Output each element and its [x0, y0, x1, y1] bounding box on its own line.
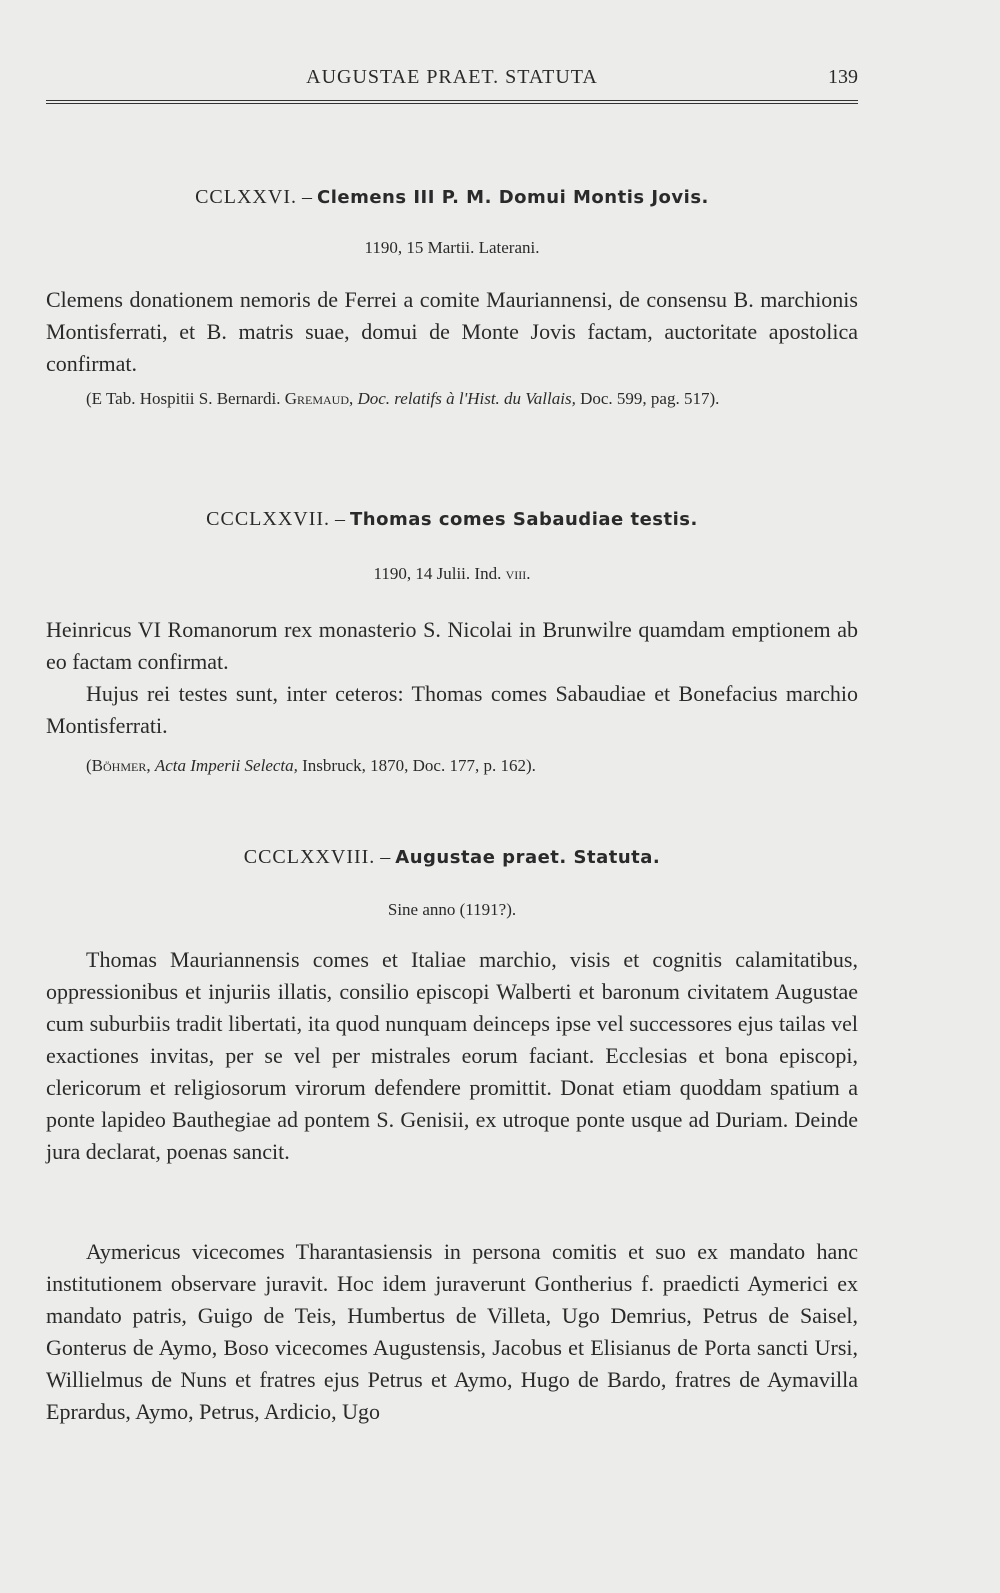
- doc-heading: [46, 846, 858, 869]
- source-prefix: (: [86, 756, 92, 775]
- doc-paragraph: Thomas Mauriannensis comes et Italiae marchio, visis et cognitis calamitatibus, oppressionibus et injuriis illatis, consilio episcopi Walberti et baronum civitatem Augustae cum suburbiis tradit libertati, ita quod nunquam deinceps ipse vel successores ejus tailas vel exactiones invitas, per se vel per mistrales eorum faciant. Ecclesias et bona episcopi, clericorum et religiosorum virorum defendere promittit. Donat etiam quoddam spatium a ponte lapideo Bauthegiae ad pontem S. Genisii, ex utroque ponte usque ad Duriam. Deinde jura declarat, poenas sancit.: [46, 947, 858, 1164]
- doc-date: Sine anno (1191?).: [387, 900, 517, 919]
- source-mid: ,: [146, 756, 155, 775]
- doc-heading: [46, 508, 858, 531]
- source-work: Acta Imperii Selecta,: [154, 756, 298, 775]
- doc-number: CCCLXXVII.: [206, 508, 331, 530]
- doc-date: [46, 564, 858, 584]
- page-number: 139: [828, 66, 858, 88]
- running-title: AUGUSTAE PRAET. STATUTA: [306, 66, 598, 88]
- doc-number: CCCLXXVIII.: [243, 846, 376, 868]
- date-indiction: viii: [505, 564, 527, 583]
- heading-dash: –: [375, 846, 396, 868]
- heading-dash: –: [296, 186, 317, 208]
- source-citation: [46, 754, 858, 777]
- doc-number: CCLXXVI.: [195, 186, 297, 208]
- source-suffix: Insbruck, 1870, Doc. 177, p. 162).: [297, 756, 536, 775]
- source-author: Gremaud: [284, 389, 349, 408]
- doc-paragraph: Heinricus VI Romanorum rex monasterio S. Nicolai in Brunwilre quamdam emptionem ab eo factam confirmat.: [46, 617, 858, 674]
- doc-title: Clemens III P. M. Domui Montis Jovis.: [316, 187, 709, 208]
- source-prefix: (E Tab. Hospitii S. Bernardi.: [86, 389, 285, 408]
- doc-heading: [46, 186, 858, 209]
- source-citation: [46, 387, 858, 410]
- source-mid: ,: [348, 389, 358, 408]
- source-suffix: Doc. 599, pag. 517).: [575, 389, 720, 408]
- source-work: Doc. relatifs à l'Hist. du Vallais,: [357, 389, 576, 408]
- doc-paragraph: Hujus rei testes sunt, inter ceteros: Thomas comes Sabaudiae et Bonefacius marchio Montisferrati.: [46, 681, 858, 738]
- doc-title: Augustae praet. Statuta.: [395, 847, 661, 868]
- running-header: [46, 66, 858, 96]
- doc-title: Thomas comes Sabaudiae testis.: [350, 509, 698, 530]
- date-end: .: [526, 564, 531, 583]
- doc-date: 1190, 15 Martii. Laterani.: [364, 238, 540, 257]
- date-main: 1190, 14 Julii. Ind.: [373, 564, 506, 583]
- source-author: Böhmer: [91, 756, 147, 775]
- doc-paragraph: Aymericus vicecomes Tharantasiensis in persona comitis et suo ex mandato hanc institutionem observare juravit. Hoc idem juraverunt Gontherius f. praedicti Aymerici ex mandato patris, Guigo de Teis, Humbertus de Villeta, Ugo Demrius, Petrus de Saisel, Gonterus de Aymo, Boso vicecomes Augustensis, Jacobus et Elisianus de Porta sancti Ursi, Willielmus de Nuns et fratres ejus Petrus et Aymo, Hugo de Bardo, fratres de Aymavilla Eprardus, Aymo, Petrus, Ardicio, Ugo: [46, 1239, 858, 1424]
- doc-paragraph: Clemens donationem nemoris de Ferrei a comite Mauriannensi, de consensu B. marchionis Montisferrati, et B. matris suae, domui de Monte Jovis factam, auctoritate apostolica confirmat.: [46, 287, 858, 376]
- header-rule: [46, 100, 858, 104]
- heading-dash: –: [330, 508, 351, 530]
